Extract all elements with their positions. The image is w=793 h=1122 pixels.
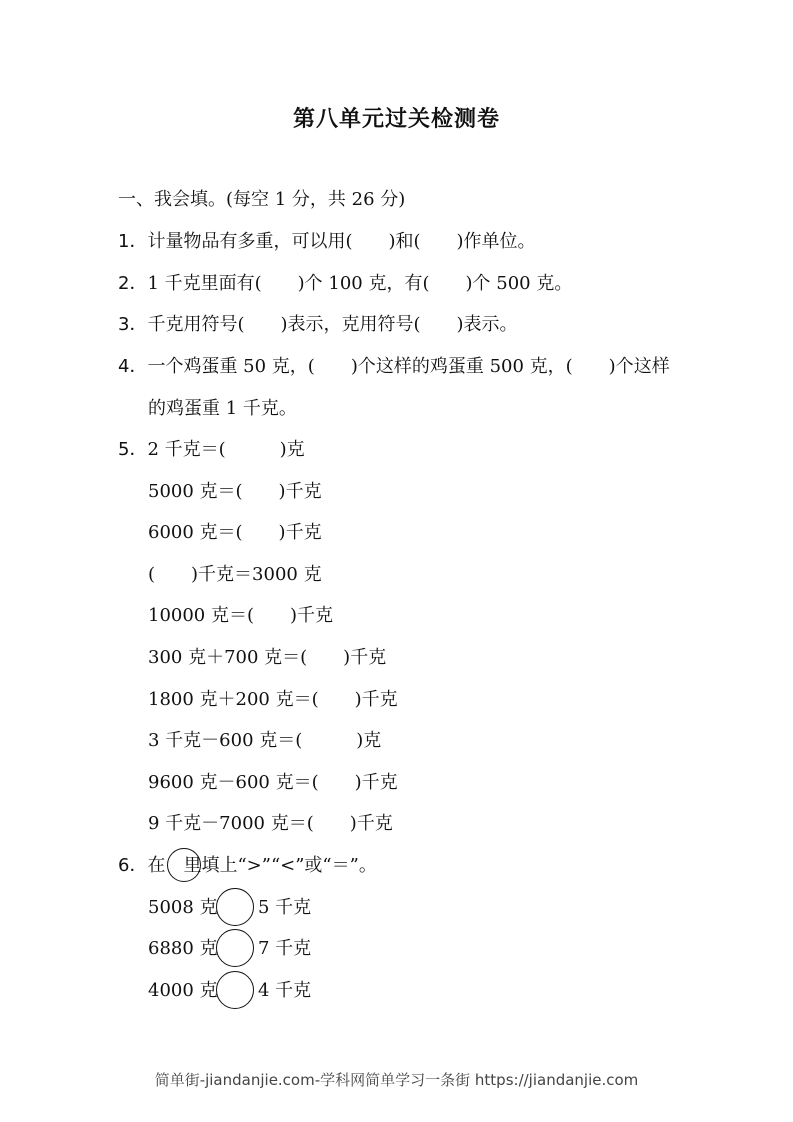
- question-6: [118, 854, 377, 878]
- compare-circle[interactable]: [216, 888, 254, 926]
- q5-item: 1800 克＋200 克＝( )千克: [148, 689, 398, 710]
- question-number: 3．: [118, 314, 148, 335]
- question-4: [118, 355, 670, 379]
- question-1: [118, 230, 536, 254]
- section-heading: 一、我会填。(每空 1 分，共 26 分): [118, 189, 406, 210]
- question-text: 计量物品有多重，可以用( )和( )作单位。: [147, 231, 536, 252]
- q5-item: 9 千克－7000 克＝( )千克: [148, 813, 393, 834]
- q5-item: 9600 克－600 克＝( )千克: [148, 772, 398, 793]
- question-number: 1．: [118, 231, 148, 252]
- question-number: 6．: [118, 855, 148, 876]
- q5-item: 5000 克＝( )千克: [148, 481, 322, 502]
- page-footer: 简单街-jiandanjie.com-学科网简单学习一条街 https://jiandanjie.com: [154, 1071, 639, 1089]
- question-5: [118, 438, 305, 462]
- q6-left: 6880 克: [148, 938, 218, 959]
- compare-circle[interactable]: [216, 971, 254, 1009]
- q6-left: 4000 克: [148, 980, 218, 1001]
- q6-right: 7 千克: [258, 938, 312, 959]
- question-text: 在 里填上“>”“<”或“＝”。: [147, 855, 377, 876]
- question-text: 千克用符号( )表示，克用符号( )表示。: [147, 314, 518, 335]
- question-text: 一个鸡蛋重 50 克，( )个这样的鸡蛋重 500 克，( )个这样: [147, 356, 670, 377]
- question-number: 5．: [118, 439, 148, 460]
- page-title: 第八单元过关检测卷: [292, 107, 500, 132]
- question-4-continuation: 的鸡蛋重 1 千克。: [148, 398, 297, 419]
- q5-item: 300 克＋700 克＝( )千克: [148, 647, 387, 668]
- question-text: 1 千克里面有( )个 100 克，有( )个 500 克。: [147, 273, 573, 294]
- q6-right: 4 千克: [258, 980, 312, 1001]
- circle-symbol-icon: [167, 848, 201, 882]
- question-number: 2．: [118, 273, 148, 294]
- q5-item: 3 千克－600 克＝( )克: [148, 730, 382, 751]
- q6-right: 5 千克: [258, 897, 312, 918]
- q5-item: ( )千克＝3000 克: [148, 564, 322, 585]
- question-2: [118, 272, 572, 296]
- q5-item: 6000 克＝( )千克: [148, 522, 322, 543]
- question-3: [118, 313, 518, 337]
- question-number: 4．: [118, 356, 148, 377]
- compare-circle[interactable]: [216, 929, 254, 967]
- q6-left: 5008 克: [148, 897, 218, 918]
- q5-item: 10000 克＝( )千克: [148, 605, 334, 626]
- question-text: 2 千克＝( )克: [147, 439, 305, 460]
